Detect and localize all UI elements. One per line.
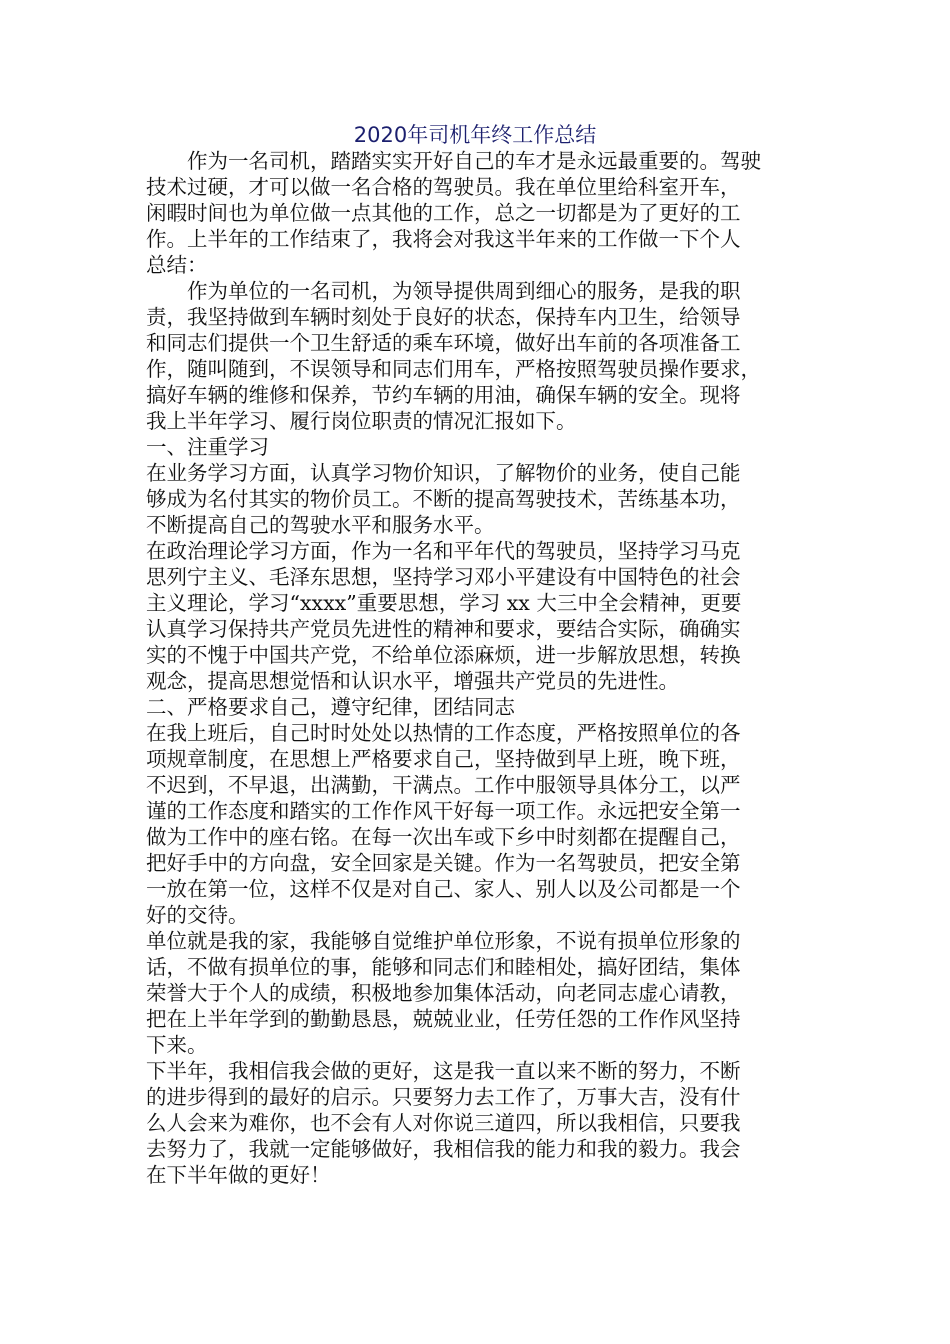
body-line: 思列宁主义、毛泽东思想，坚持学习邓小平建设有中国特色的社会	[146, 565, 741, 589]
body-line: 谨的工作态度和踏实的工作作风干好每一项工作。永远把安全第一	[146, 799, 741, 823]
body-line: 作为一名司机，踏踏实实开好自己的车才是永远最重要的。驾驶	[146, 149, 761, 173]
body-line: 下来。	[146, 1033, 208, 1057]
body-line: 去努力了，我就一定能够做好，我相信我的能力和我的毅力。我会	[146, 1137, 741, 1161]
body-line: 不迟到，不早退，出满勤，干满点。工作中服领导具体分工，以严	[146, 773, 741, 797]
body-line: 作。上半年的工作结束了，我将会对我这半年来的工作做一下个人	[146, 227, 741, 251]
body-line: 一放在第一位，这样不仅是对自己、家人、别人以及公司都是一个	[146, 877, 741, 901]
body-line: 实的不愧于中国共产党，不给单位添麻烦，进一步解放思想，转换	[146, 643, 741, 667]
body-line: 总结：	[146, 253, 208, 277]
body-line: 把好手中的方向盘，安全回家是关键。作为一名驾驶员，把安全第	[146, 851, 741, 875]
body-line: 主义理论，学习“xxxx”重要思想，学习 xx 大三中全会精神，更要	[146, 591, 742, 615]
body-line: 好的交待。	[146, 903, 249, 927]
body-line: 认真学习保持共产党员先进性的精神和要求，要结合实际，确确实	[146, 617, 741, 641]
body-line: 观念，提高思想觉悟和认识水平，增强共产党员的先进性。	[146, 669, 679, 693]
body-line: 单位就是我的家，我能够自觉维护单位形象，不说有损单位形象的	[146, 929, 741, 953]
body-line: 作，随叫随到，不误领导和同志们用车，严格按照驾驶员操作要求，	[146, 357, 761, 381]
body-line: 不断提高自己的驾驶水平和服务水平。	[146, 513, 495, 537]
body-line: 项规章制度，在思想上严格要求自己，坚持做到早上班，晚下班，	[146, 747, 741, 771]
body-line: 一、注重学习	[146, 435, 269, 459]
document-title: 2020年司机年终工作总结	[353, 123, 597, 147]
body-line: 作为单位的一名司机，为领导提供周到细心的服务，是我的职	[146, 279, 741, 303]
body-line: 在下半年做的更好！	[146, 1163, 331, 1187]
body-line: 在业务学习方面，认真学习物价知识，了解物价的业务，使自己能	[146, 461, 741, 485]
body-line: 把在上半年学到的勤勤恳恳，兢兢业业，任劳任怨的工作作风坚持	[146, 1007, 741, 1031]
body-line: 在我上班后，自己时时处处以热情的工作态度，严格按照单位的各	[146, 721, 741, 745]
body-line: 的进步得到的最好的启示。只要努力去工作了，万事大吉，没有什	[146, 1085, 741, 1109]
body-line: 责，我坚持做到车辆时刻处于良好的状态，保持车内卫生，给领导	[146, 305, 741, 329]
body-line: 做为工作中的座右铭。在每一次出车或下乡中时刻都在提醒自己，	[146, 825, 741, 849]
body-line: 闲暇时间也为单位做一点其他的工作，总之一切都是为了更好的工	[146, 201, 741, 225]
body-line: 我上半年学习、履行岗位职责的情况汇报如下。	[146, 409, 577, 433]
body-line: 么人会来为难你，也不会有人对你说三道四，所以我相信，只要我	[146, 1111, 741, 1135]
body-line: 二、严格要求自己，遵守纪律，团结同志	[146, 695, 515, 719]
body-line: 话，不做有损单位的事，能够和同志们和睦相处，搞好团结，集体	[146, 955, 741, 979]
document-body	[146, 148, 810, 1188]
body-line: 够成为名付其实的物价员工。不断的提高驾驶技术，苦练基本功，	[146, 487, 741, 511]
body-line: 和同志们提供一个卫生舒适的乘车环境，做好出车前的各项准备工	[146, 331, 741, 355]
body-line: 在政治理论学习方面，作为一名和平年代的驾驶员，坚持学习马克	[146, 539, 741, 563]
body-line: 技术过硬，才可以做一名合格的驾驶员。我在单位里给科室开车，	[146, 175, 741, 199]
body-line: 下半年，我相信我会做的更好，这是我一直以来不断的努力，不断	[146, 1059, 741, 1083]
body-line: 荣誉大于个人的成绩，积极地参加集体活动，向老同志虚心请教，	[146, 981, 741, 1005]
body-line: 搞好车辆的维修和保养，节约车辆的用油，确保车辆的安全。现将	[146, 383, 741, 407]
